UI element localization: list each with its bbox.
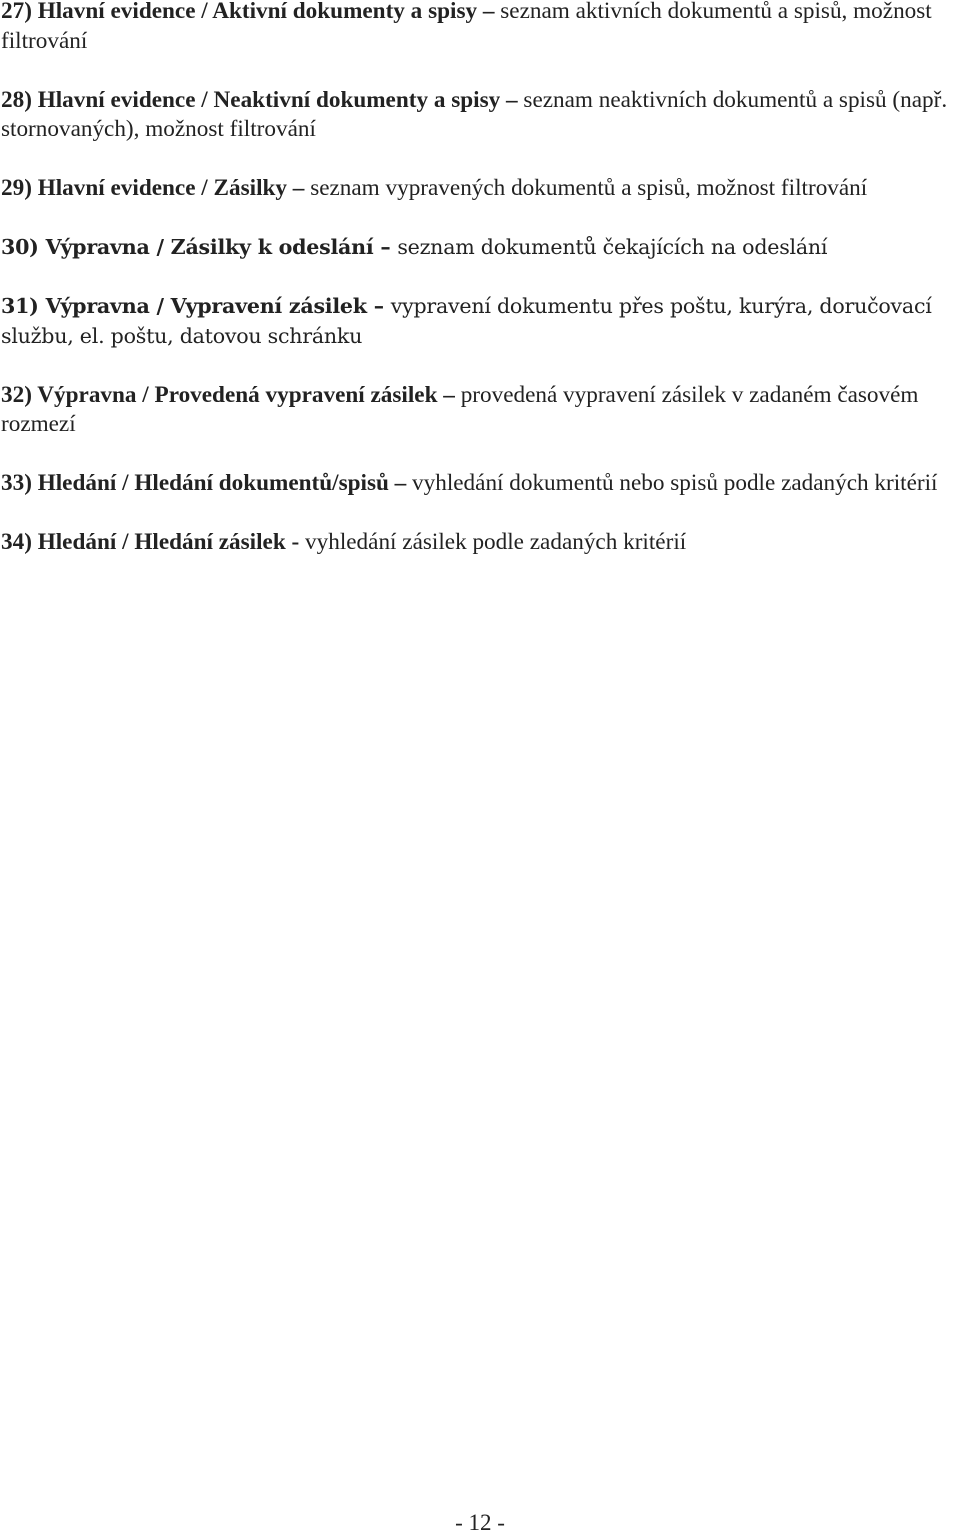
list-item — [1, 292, 959, 351]
item-description: provedená vypravení zásilek v zadaném časovém rozmezí — [1, 381, 919, 437]
item-term: 30) Výpravna / Zásilky k odeslání — [1, 235, 374, 259]
item-term: 28) Hlavní evidence / Neaktivní dokumenty a spisy — [1, 86, 501, 113]
item-description: seznam dokumentů čekajících na odeslání — [397, 235, 828, 259]
list-item — [1, 174, 959, 204]
item-separator: – — [373, 235, 398, 259]
item-separator: - — [285, 529, 306, 555]
item-term: 29) Hlavní evidence / Zásilky — [1, 175, 287, 201]
item-separator: – — [366, 294, 391, 318]
item-term: 34) Hledání / Hledání zásilek — [1, 529, 286, 555]
list-item — [1, 0, 959, 56]
list-item — [1, 233, 959, 263]
list-item — [1, 469, 959, 499]
item-description: seznam vypravených dokumentů a spisů, možnost filtrování — [310, 175, 868, 201]
item-description: seznam aktivních dokumentů a spisů, možnost filtrování — [1, 0, 932, 54]
item-separator: – — [287, 175, 311, 201]
item-description: seznam neaktivních dokumentů a spisů (např. stornovaných), možnost filtrování — [1, 86, 948, 142]
page-number: - 12 - — [455, 1510, 505, 1535]
list-item — [1, 86, 959, 145]
item-description: vypravení dokumentu přes poštu, kurýra, doručovací službu, el. poštu, datovou schránku — [1, 294, 932, 348]
item-term: 32) Výpravna / Provedená vypravení zásilek — [1, 381, 438, 408]
item-term: 27) Hlavní evidence / Aktivní dokumenty a spisy — [1, 0, 478, 24]
feature-list — [1, 0, 959, 587]
item-term: 31) Výpravna / Vypravení zásilek — [1, 294, 367, 318]
item-separator: – — [388, 470, 413, 496]
item-separator: – — [477, 0, 501, 24]
item-description: vyhledání dokumentů nebo spisů podle zadaných kritérií — [412, 470, 938, 496]
item-term: 33) Hledání / Hledání dokumentů/spisů — [1, 470, 389, 496]
list-item — [1, 381, 959, 440]
item-separator: – — [500, 86, 524, 113]
item-separator: – — [437, 381, 461, 408]
list-item — [1, 528, 959, 558]
item-description: vyhledání zásilek podle zadaných kritérií — [305, 529, 687, 555]
